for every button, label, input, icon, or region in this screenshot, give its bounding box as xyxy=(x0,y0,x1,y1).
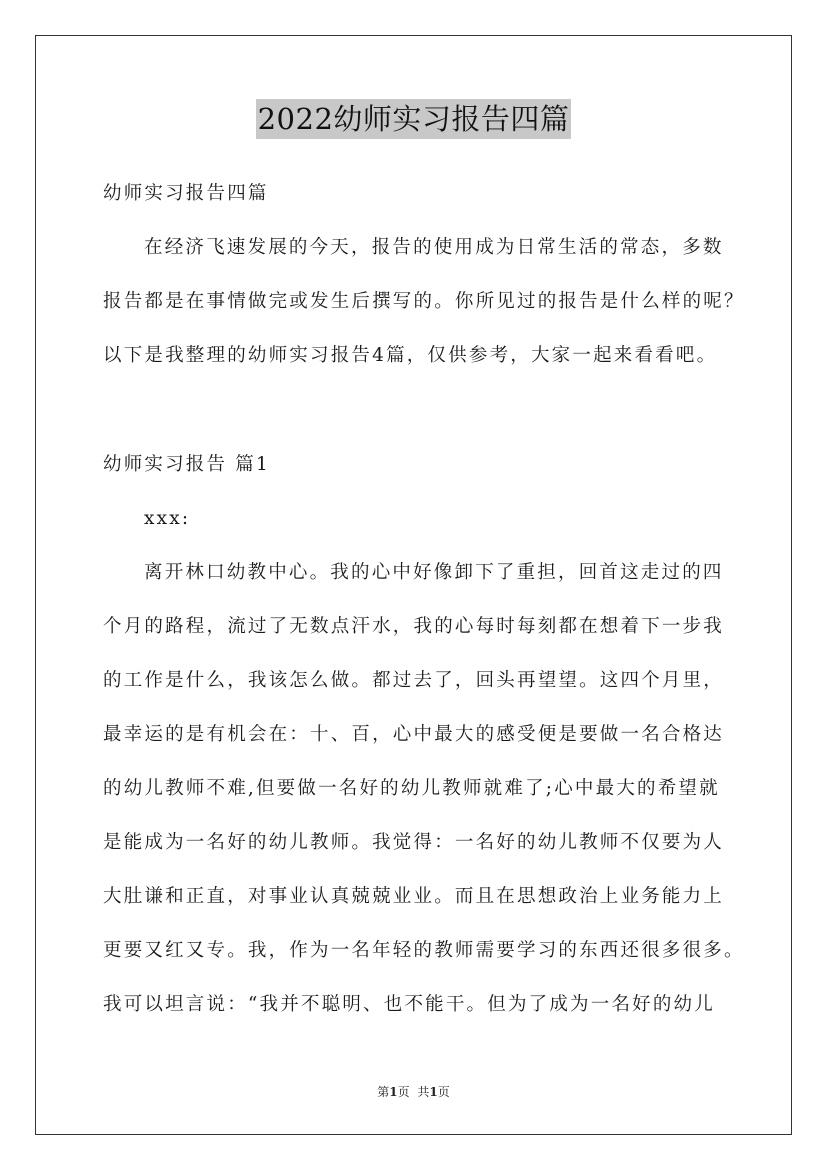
document-subtitle: 幼师实习报告四篇 xyxy=(103,183,269,204)
document-title: 2022幼师实习报告四篇 xyxy=(256,99,572,139)
intro-line: 报告都是在事情做完或发生后撰写的。你所见过的报告是什么样的呢？ xyxy=(103,291,745,312)
footer-total-number: 1 xyxy=(429,1085,438,1099)
body-line: 大肚谦和正直，对事业认真兢兢业业。而且在思想政治上业务能力上 xyxy=(103,886,725,907)
footer-page-suffix: 页 xyxy=(397,1085,410,1099)
intro-line: 在经济飞速发展的今天，报告的使用成为日常生活的常态，多数 xyxy=(144,237,724,258)
footer-page-number: 1 xyxy=(389,1085,398,1099)
body-line: 是能成为一名好的幼儿教师。我觉得：一名好的幼儿教师不仅要为人 xyxy=(103,832,725,853)
footer-total-prefix: 共 xyxy=(417,1085,430,1099)
body-line: 我可以坦言说：“我并不聪明、也不能干。但为了成为一名好的幼儿 xyxy=(103,994,715,1015)
section-heading: 幼师实习报告 篇1 xyxy=(103,454,270,475)
body-line: 的工作是什么，我该怎么做。都过去了，回头再望望。这四个月里， xyxy=(103,670,725,691)
title-container xyxy=(0,99,827,139)
body-line: 最幸运的是有机会在：十、百，心中最大的感受便是要做一名合格达 xyxy=(103,724,725,745)
body-line: 更要又红又专。我，作为一名年轻的教师需要学习的东西还很多很多。 xyxy=(103,940,745,961)
salutation: xxx: xyxy=(144,508,191,529)
body-line: 个月的路程，流过了无数点汗水，我的心每时每刻都在想着下一步我 xyxy=(103,616,725,637)
footer-page-prefix: 第 xyxy=(377,1085,390,1099)
body-line: 的幼儿教师不难,但要做一名好的幼儿教师就难了;心中最大的希望就 xyxy=(103,778,720,799)
footer-total-suffix: 页 xyxy=(437,1085,450,1099)
body-line: 离开林口幼教中心。我的心中好像卸下了重担，回首这走过的四 xyxy=(144,562,724,583)
intro-line: 以下是我整理的幼师实习报告4篇，仅供参考，大家一起来看看吧。 xyxy=(103,345,718,366)
page-footer xyxy=(0,1084,827,1100)
